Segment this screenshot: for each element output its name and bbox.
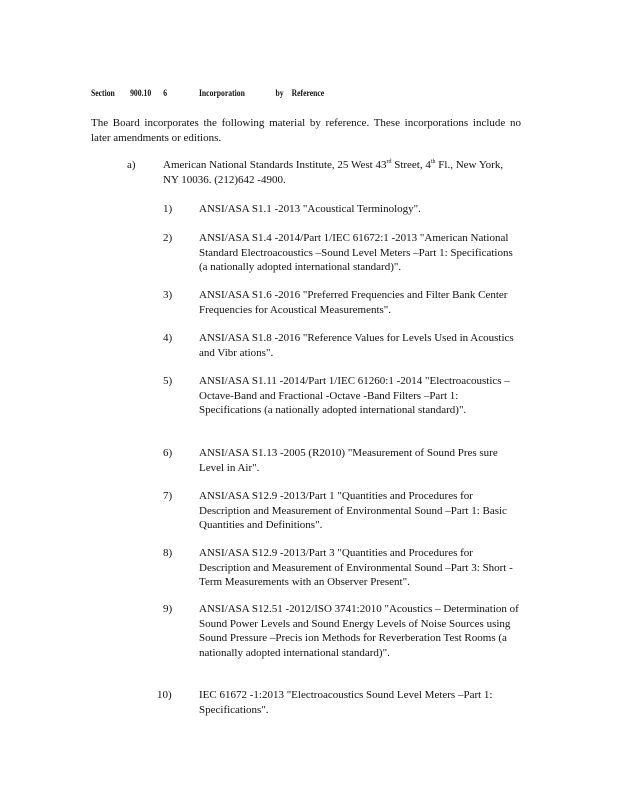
item-label: 2) — [163, 232, 173, 244]
section-subnumber: 6 — [163, 88, 168, 98]
item-text: ANSI/ASA S12.51 -2012/ISO 3741:2010 "Acoustics – Determination of Sound Power Levels and Sound Energy Levels of Noise Sources using Sound Pressure –Precis ion Methods for Reverberation Test Rooms (a nationally adopted international standard)". — [199, 603, 519, 659]
item-text: ANSI/ASA S1.1 -2013 "Acoustical Terminology". — [199, 203, 421, 215]
item-a-text — [163, 158, 505, 187]
item-text: ANSI/ASA S12.9 -2013/Part 1 "Quantities and Procedures for Description and Measurement of Environmental Sound –Part 1: Basic Quantities and Definitions". — [199, 490, 507, 531]
item-text: ANSI/ASA S1.11 -2014/Part 1/IEC 61260:1 -2014 "Electroacoustics – Octave-Band and Fractional -Octave -Band Filters –Part 1: Specifications (a nationally adopted international standard)". — [199, 375, 510, 416]
item-text: ANSI/ASA S12.9 -2013/Part 3 "Quantities and Procedures for Description and Measurement of Environmental Sound –Part 3: Short -Term Measurements with an Observer Present". — [199, 547, 513, 588]
item-label: 5) — [163, 375, 173, 387]
item-label: 8) — [163, 547, 173, 559]
item-a-text-part3: Fl., New York, NY 10036. (212)642 -4900. — [163, 159, 504, 186]
item-a-text-part2: Street, 4 — [391, 159, 431, 171]
intro-paragraph: The Board incorporates the following material by reference. These incorporations include no later amendments or editions. — [91, 117, 521, 144]
section-title-word-1: Incorporation — [198, 88, 245, 98]
item-a-sup1: rd — [386, 159, 392, 165]
item-a-label: a) — [127, 159, 136, 171]
item-label: 4) — [163, 332, 173, 344]
section-number: 900.10 — [130, 88, 152, 98]
item-label: 3) — [163, 289, 173, 301]
item-text: ANSI/ASA S1.4 -2014/Part 1/IEC 61672:1 -2013 "American National Standard Electroacoustics –Sound Level Meters –Part 1: Specifications (a nationally adopted international standard)". — [199, 232, 513, 273]
section-title-word-3: Reference — [291, 88, 325, 98]
section-title-word-2: by — [275, 88, 284, 98]
section-label: Section — [91, 88, 115, 98]
item-label: 6) — [163, 447, 173, 459]
item-text: IEC 61672 -1:2013 "Electroacoustics Sound Level Meters –Part 1: Specifications". — [199, 689, 493, 716]
item-label: 7) — [163, 490, 173, 502]
item-text: ANSI/ASA S1.8 -2016 "Reference Values for Levels Used in Acoustics and Vibr ations". — [199, 332, 514, 359]
item-text: ANSI/ASA S1.13 -2005 (R2010) "Measurement of Sound Pres sure Level in Air". — [199, 447, 498, 474]
item-label: 9) — [163, 603, 173, 615]
item-label: 1) — [163, 203, 173, 215]
item-text: ANSI/ASA S1.6 -2016 "Preferred Frequencies and Filter Bank Center Frequencies for Acoustical Measurements". — [199, 289, 508, 316]
item-a-sup2: th — [430, 159, 436, 165]
item-label: 10) — [157, 689, 172, 701]
item-a-text-part1: American National Standards Institute, 25 West 43 — [163, 159, 387, 171]
